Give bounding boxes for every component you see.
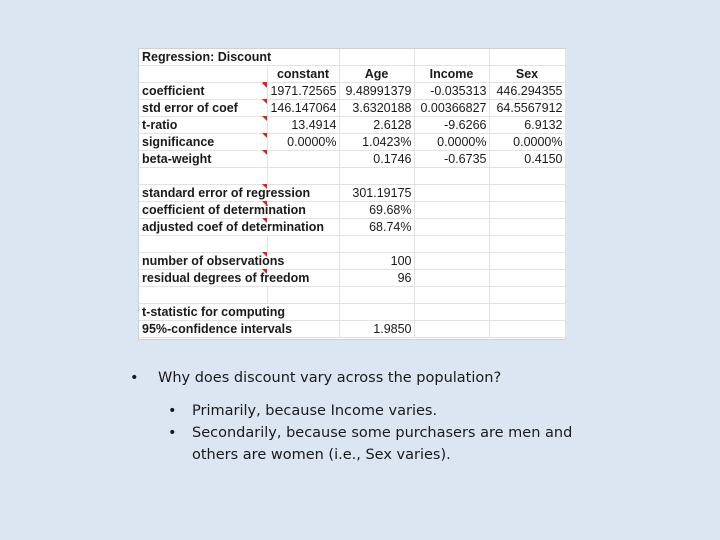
cell: 146.147064: [267, 100, 339, 117]
row-se-regression: [139, 185, 565, 202]
row-adj-r-squared: [139, 219, 565, 236]
row-label: std error of coef: [139, 100, 267, 117]
comment-marker-icon[interactable]: [262, 269, 267, 274]
row-degrees-freedom: [139, 270, 565, 287]
cell: 9.48991379: [339, 83, 414, 100]
question-text: Why does discount vary across the population?: [158, 370, 502, 386]
cell: 1.0423%: [339, 134, 414, 151]
header-income: Income: [414, 66, 489, 83]
row-label: number of observations: [139, 253, 339, 270]
cell: 0.0000%: [489, 134, 565, 151]
row-t-ratio: [139, 117, 565, 134]
header-constant: constant: [267, 66, 339, 83]
row-beta-weight: [139, 151, 565, 168]
row-label: beta-weight: [139, 151, 267, 168]
comment-marker-icon[interactable]: [262, 133, 267, 138]
answer-text: Primarily, because Income varies.: [192, 403, 438, 419]
cell: 1.9850: [339, 321, 414, 338]
answer-text: Secondarily, because some purchasers are men and others are women (i.e., Sex varies).: [192, 425, 573, 463]
cell: 6.9132: [489, 117, 565, 134]
row-label: adjusted coef of determination: [139, 219, 339, 236]
cell: [267, 151, 339, 168]
cell: 1971.72565: [267, 83, 339, 100]
row-label: standard error of regression: [139, 185, 339, 202]
cell: 3.6320188: [339, 100, 414, 117]
row-observations: [139, 253, 565, 270]
row-label: coefficient of determination: [139, 202, 339, 219]
row-label: t-ratio: [139, 117, 267, 134]
cell: 0.4150: [489, 151, 565, 168]
cell: 13.4914: [267, 117, 339, 134]
bullet-icon: •: [168, 403, 177, 419]
header-age: Age: [339, 66, 414, 83]
cell: 96: [339, 270, 414, 287]
list-item: [168, 422, 592, 466]
sub-list: [168, 400, 592, 466]
comment-marker-icon[interactable]: [262, 116, 267, 121]
row-r-squared: [139, 202, 565, 219]
comment-marker-icon[interactable]: [262, 82, 267, 87]
cell: 64.5567912: [489, 100, 565, 117]
cell: -0.6735: [414, 151, 489, 168]
row-label: significance: [139, 134, 267, 151]
row-label: residual degrees of freedom: [139, 270, 339, 287]
cell: 0.1746: [339, 151, 414, 168]
bullet-icon: •: [168, 425, 177, 441]
row-std-error: [139, 100, 565, 117]
cell: -9.6266: [414, 117, 489, 134]
comment-marker-icon[interactable]: [262, 99, 267, 104]
cell: 446.294355: [489, 83, 565, 100]
row-tstat-line2: [139, 321, 565, 338]
comment-marker-icon[interactable]: [262, 218, 267, 223]
row-label: t-statistic for computing: [139, 304, 339, 321]
row-label: coefficient: [139, 83, 267, 100]
row-significance: [139, 134, 565, 151]
regression-table: [138, 48, 566, 340]
comment-marker-icon[interactable]: [262, 184, 267, 189]
cell: 301.19175: [339, 185, 414, 202]
cell: 2.6128: [339, 117, 414, 134]
cell: 0.0000%: [414, 134, 489, 151]
cell: 69.68%: [339, 202, 414, 219]
row-coefficient: [139, 83, 565, 100]
table-title: Regression: Discount: [139, 49, 339, 66]
bullet-list: [130, 370, 592, 466]
cell: -0.035313: [414, 83, 489, 100]
row-tstat-line1: [139, 304, 565, 321]
comment-marker-icon[interactable]: [262, 150, 267, 155]
list-item: [168, 400, 592, 422]
row-label: 95%-confidence intervals: [139, 321, 339, 338]
cell: 0.00366827: [414, 100, 489, 117]
header-sex: Sex: [489, 66, 565, 83]
cell: 0.0000%: [267, 134, 339, 151]
cell: 100: [339, 253, 414, 270]
bullet-icon: •: [130, 370, 139, 386]
cell: 68.74%: [339, 219, 414, 236]
list-item: [130, 370, 592, 386]
comment-marker-icon[interactable]: [262, 252, 267, 257]
comment-marker-icon[interactable]: [262, 201, 267, 206]
